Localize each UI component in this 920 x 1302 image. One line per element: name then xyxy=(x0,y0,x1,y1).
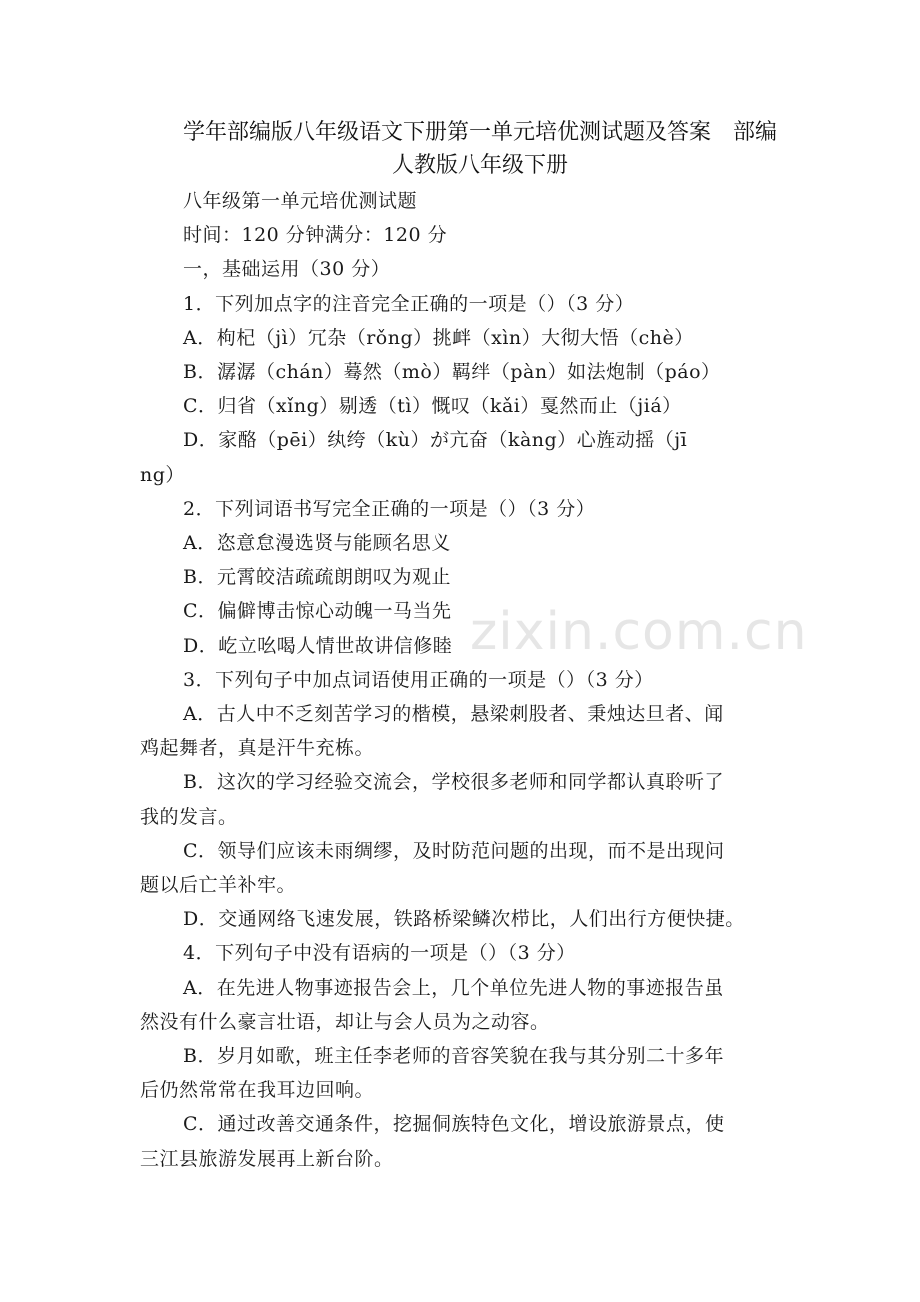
body-line: 时间：120 分钟满分：120 分 xyxy=(183,224,448,247)
document-title-line-2: 人教版八年级下册 xyxy=(391,153,568,178)
watermark: zixin.com.cn xyxy=(470,602,808,662)
body-line: B．元霄皎洁疏疏朗朗叹为观止 xyxy=(183,566,451,589)
body-line: 一，基础运用（30 分） xyxy=(183,258,391,281)
body-line: D．家酪（pēi）纨绔（kù）が亢奋（kàng）心旌动摇（jī xyxy=(183,429,688,452)
body-line: D．屹立吆喝人情世故讲信修睦 xyxy=(183,634,453,657)
body-line: C．偏僻博击惊心动魄一马当先 xyxy=(183,600,452,623)
body-line: D．交通网络飞速发展，铁路桥梁鳞次栉比，人们出行方便快捷。 xyxy=(183,908,745,931)
body-line: A．枸杞（jì）冗杂（rǒng）挑衅（xìn）大彻大悟（chè） xyxy=(183,326,694,349)
body-line: B．这次的学习经验交流会，学校很多老师和同学都认真聆听了 xyxy=(183,771,724,794)
body-line: 后仍然常常在我耳边回响。 xyxy=(140,1079,375,1102)
body-line: B．潺潺（chán）蓦然（mò）羁绊（pàn）如法炮制（páo） xyxy=(183,361,721,383)
body-line: A．古人中不乏刻苦学习的楷模，悬梁刺股者、秉烛达旦者、闻 xyxy=(183,703,724,725)
body-line: C．领导们应该未雨绸缪，及时防范问题的出现，而不是出现问 xyxy=(183,839,725,862)
body-line: 题以后亡羊补牢。 xyxy=(140,874,297,896)
body-line: 2．下列词语书写完全正确的一项是（）（3 分） xyxy=(183,497,596,520)
document-title-line-1: 学年部编版八年级语文下册第一单元培优测试题及答案 部编 xyxy=(182,120,777,145)
body-line: A．恣意怠漫选贤与能顾名思义 xyxy=(183,532,451,554)
body-line: 然没有什么豪言壮语，却让与会人员为之动容。 xyxy=(140,1010,550,1033)
body-line: 3．下列句子中加点词语使用正确的一项是（）（3 分） xyxy=(183,668,654,691)
body-line: C．通过改善交通条件，挖掘侗族特色文化，增设旅游景点，使 xyxy=(183,1113,725,1136)
body-line: A．在先进人物事迹报告会上，几个单位先进人物的事迹报告虽 xyxy=(183,976,724,999)
body-line: ng） xyxy=(140,463,185,486)
body-line: 八年级第一单元培优测试题 xyxy=(183,190,418,212)
body-line: C．归省（xǐng）剔透（tì）慨叹（kǎi）戛然而止（jiá） xyxy=(183,395,682,418)
body-line: 我的发言。 xyxy=(140,805,238,828)
body-line: B．岁月如歌，班主任李老师的音容笑貌在我与其分别二十多年 xyxy=(183,1045,724,1067)
body-line: 4．下列句子中没有语病的一项是（）（3 分） xyxy=(183,942,576,965)
body-line: 三江县旅游发展再上新台阶。 xyxy=(140,1147,394,1170)
body-line: 鸡起舞者，真是汗牛充栋。 xyxy=(140,737,375,760)
body-line: 1．下列加点字的注音完全正确的一项是（）（3 分） xyxy=(183,292,635,315)
